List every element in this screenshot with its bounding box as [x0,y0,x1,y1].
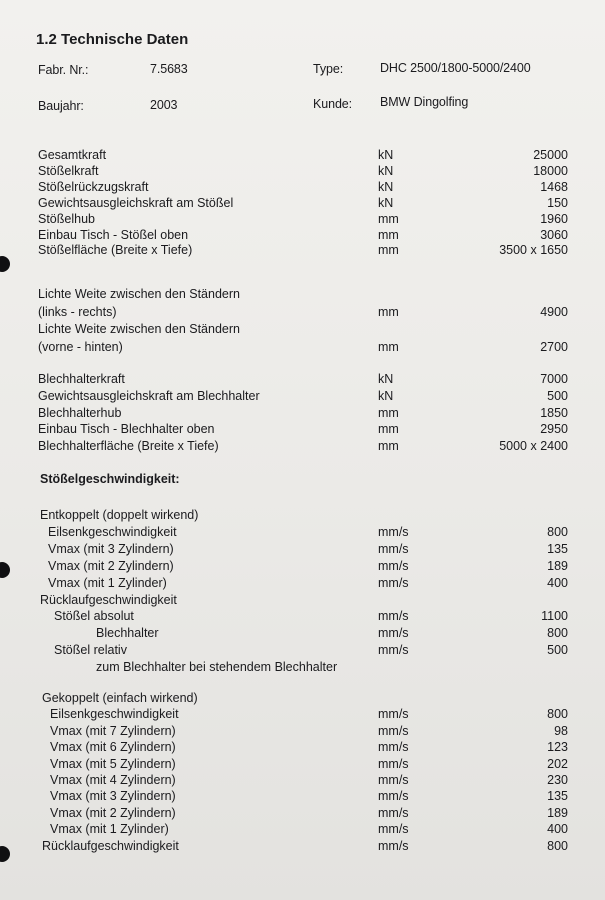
row-unit: mm/s [378,805,409,820]
row-label: Stößel relativ [54,643,127,658]
table-row [0,389,605,404]
row-unit: mm/s [378,609,409,624]
row-value: 2700 [540,339,568,354]
row-unit: mm [378,227,399,242]
row-label: Gewichtsausgleichskraft am Stößel [38,195,234,210]
fabr-nr-label: Fabr. Nr.: [38,63,89,77]
table-row [0,196,605,211]
row-label: (vorne - hinten) [38,339,123,354]
punch-hole [0,256,10,272]
row-value: 400 [547,575,568,590]
row-unit: mm/s [378,626,409,641]
table-row [0,740,605,755]
table-row [0,660,605,675]
row-label: Eilsenkgeschwindigkeit [48,524,177,539]
row-value: 189 [547,558,568,573]
row-label: Einbau Tisch - Stößel oben [38,227,189,242]
row-label: Entkoppelt (doppelt wirkend) [40,508,199,522]
row-value: 500 [547,388,568,403]
row-unit: mm [378,339,399,354]
table-row [0,406,605,421]
row-value: 1850 [540,405,568,420]
row-label: Vmax (mit 6 Zylindern) [50,740,176,755]
row-label: Vmax (mit 4 Zylindern) [50,773,176,787]
row-unit: mm/s [378,838,409,853]
row-unit: mm/s [378,723,409,738]
row-label: Vmax (mit 5 Zylindern) [50,756,176,771]
row-unit: mm/s [378,822,409,837]
row-label: Stößelhub [38,211,95,226]
row-label: Blechhalterkraft [38,372,125,386]
row-unit: mm/s [378,740,409,755]
row-value: 98 [554,723,568,738]
row-label: Blechhalter [96,626,159,641]
row-label: Lichte Weite zwischen den Ständern [38,322,240,336]
row-unit: mm/s [378,789,409,804]
row-label: Blechhalterfläche (Breite x Tiefe) [38,439,219,454]
row-value: 2950 [540,422,568,437]
table-row [0,243,605,258]
row-value: 18000 [533,163,568,178]
table-row [0,559,605,574]
table-row [0,593,605,608]
row-label: Vmax (mit 3 Zylindern) [50,789,176,804]
row-value: 1100 [541,609,568,624]
row-value: 5000 x 2400 [499,439,568,454]
kunde-value: BMW Dingolfing [380,95,469,109]
table-row [0,789,605,804]
table-row [0,691,605,706]
table-row [0,508,605,523]
row-label: Stößel absolut [54,609,134,624]
table-row [0,180,605,195]
row-label: Rücklaufgeschwindigkeit [42,838,179,853]
table-row [0,439,605,454]
table-row [0,212,605,227]
row-unit: mm [378,211,399,226]
row-label: Vmax (mit 2 Zylindern) [50,805,176,820]
row-value: 800 [547,524,568,539]
table-row [0,724,605,739]
table-row [0,164,605,179]
row-value: 135 [547,541,568,556]
row-unit: mm/s [378,756,409,771]
row-unit: mm [378,422,399,437]
row-value: 500 [547,643,568,658]
row-value: 800 [547,626,568,641]
baujahr-label: Baujahr: [38,99,84,113]
row-label: Vmax (mit 3 Zylindern) [48,541,174,556]
row-label: zum Blechhalter bei stehendem Blechhalter [96,660,338,675]
table-row [0,305,605,320]
row-unit: mm [378,243,399,258]
row-unit: kN [378,148,394,162]
row-unit: mm/s [378,643,409,658]
row-value: 400 [547,822,568,837]
table-row [0,228,605,243]
row-unit: kN [378,179,394,194]
row-value: 3060 [540,227,568,242]
row-value: 135 [547,789,568,804]
row-value: 1960 [540,211,568,226]
row-label: Stößelkraft [38,163,99,178]
row-label: Gesamtkraft [38,148,107,162]
row-unit: mm/s [378,575,409,590]
row-unit: mm/s [378,773,409,787]
kunde-label: Kunde: [313,97,353,111]
row-label: Lichte Weite zwischen den Ständern [38,287,240,301]
row-unit: mm/s [378,541,409,556]
row-value: 202 [547,756,568,771]
table-row [0,525,605,540]
row-label: Rücklaufgeschwindigkeit [40,592,177,607]
row-value: 3500 x 1650 [499,243,568,258]
row-value: 800 [547,707,568,722]
punch-hole [0,846,10,862]
table-row [0,707,605,722]
row-value: 150 [547,195,568,210]
row-label: Vmax (mit 1 Zylinder) [50,822,169,837]
row-value: 4900 [540,304,568,319]
row-label: Eilsenkgeschwindigkeit [50,707,179,722]
row-unit: kN [378,163,394,178]
row-label: Stößelrückzugskraft [38,179,149,194]
row-unit: kN [378,372,394,386]
row-unit: kN [378,388,394,403]
row-unit: mm [378,439,399,454]
row-label: Stößelfläche (Breite x Tiefe) [38,243,193,258]
page-title: 1.2 Technische Daten [36,31,189,48]
table-row [0,287,605,302]
row-value: 189 [547,805,568,820]
row-unit: kN [378,195,394,210]
table-row [0,773,605,788]
row-value: 800 [547,838,568,853]
row-unit: mm [378,304,399,319]
table-row [0,148,605,163]
row-label: Einbau Tisch - Blechhalter oben [38,422,215,437]
row-value: 7000 [540,372,568,386]
table-row [0,609,605,624]
row-label: Vmax (mit 1 Zylinder) [48,575,167,590]
table-row [0,340,605,355]
row-unit: mm/s [378,707,409,722]
row-value: 230 [547,773,568,787]
table-row [0,626,605,641]
table-row [0,422,605,437]
row-unit: mm/s [378,558,409,573]
row-value: 25000 [533,148,568,162]
row-label: (links - rechts) [38,304,117,319]
table-row [0,372,605,387]
speed-section-title: Stößelgeschwindigkeit: [40,472,180,486]
type-value: DHC 2500/1800-5000/2400 [380,61,531,75]
table-row [0,806,605,821]
table-row [0,643,605,658]
row-label: Gewichtsausgleichskraft am Blechhalter [38,388,260,403]
table-row [0,322,605,337]
fabr-nr-value: 7.5683 [150,62,188,76]
row-label: Vmax (mit 7 Zylindern) [50,723,176,738]
row-value: 1468 [540,179,568,194]
table-row [0,839,605,854]
row-label: Vmax (mit 2 Zylindern) [48,558,174,573]
table-row [0,576,605,591]
table-row [0,542,605,557]
row-label: Gekoppelt (einfach wirkend) [42,691,198,705]
row-label: Blechhalterhub [38,405,122,420]
table-row [0,822,605,837]
row-value: 123 [547,740,568,755]
type-label: Type: [313,62,344,76]
table-row [0,757,605,772]
row-unit: mm/s [378,524,409,539]
baujahr-value: 2003 [150,98,178,112]
row-unit: mm [378,405,399,420]
